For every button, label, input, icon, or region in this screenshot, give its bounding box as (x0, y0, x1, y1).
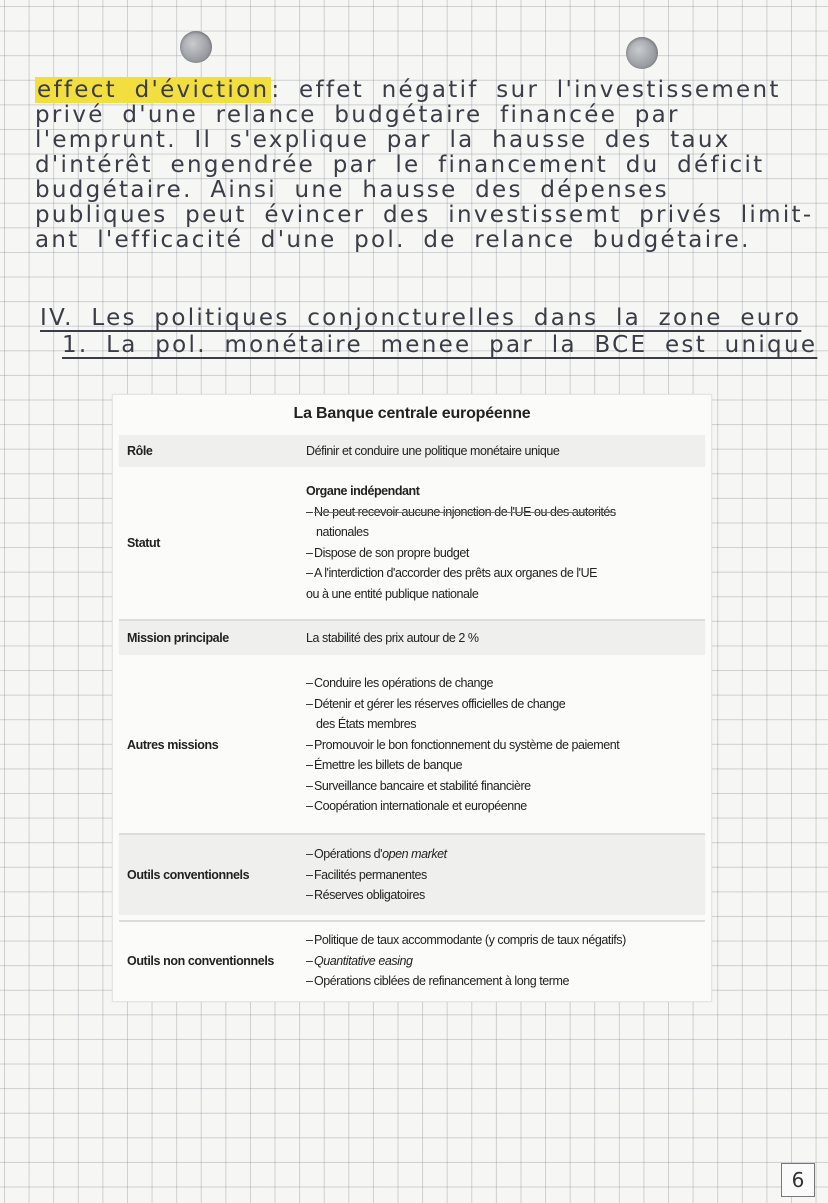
list-item: –Quantitative easing (306, 953, 413, 968)
term-effet-eviction: effect d'éviction (37, 77, 270, 103)
note-line-5: budgétaire. Ainsi une hausse des dépenses (35, 177, 669, 203)
row-content: La stabilité des prix autour de 2 % (306, 630, 479, 645)
list-item: –Émettre les billets de banque (306, 758, 463, 773)
row-content: Définir et conduire une politique monétaire unique (306, 443, 560, 458)
row-label: Outils non conventionnels (127, 954, 274, 968)
list-item-continued: des États membres (316, 717, 417, 732)
table-row-outils-conventionnels (119, 833, 705, 915)
list-item: –Conduire les opérations de change (306, 676, 494, 691)
row-label: Mission principale (127, 631, 229, 645)
binder-hole-left (180, 31, 212, 63)
row-content (304, 844, 705, 906)
list-item: –Détenir et gérer les réserves officielles de change (306, 696, 566, 711)
row-label: Outils conventionnels (127, 868, 250, 882)
bce-table (112, 394, 712, 1002)
binder-hole-right (626, 37, 658, 69)
section-heading: IV. Les politiques conjoncturelles dans la zone euro (40, 305, 802, 331)
list-item: –Opérations d'open market (306, 847, 447, 862)
subsection-heading: 1. La pol. monétaire menee par la BCE est unique (62, 332, 818, 358)
table-row-role (119, 435, 705, 467)
row-content (304, 481, 705, 604)
note-line-7: ant l'efficacité d'une pol. de relance budgétaire. (35, 227, 751, 253)
table-row-mission-principale (119, 619, 705, 655)
list-item-continued: ou à une entité publique nationale (306, 586, 479, 601)
page-number: 6 (781, 1163, 815, 1197)
note-line-3: l'emprunt. Il s'explique par la hausse des taux (35, 127, 731, 153)
row-content (304, 930, 705, 992)
list-item: –Coopération internationale et européenne (306, 799, 527, 814)
table-row-autres-missions (119, 665, 705, 825)
note-line-4: d'intérêt engendrée par le financement du déficit (35, 152, 765, 178)
list-item-continued: nationales (316, 525, 369, 539)
note-line-6: publiques peut évincer des investissemt privés limit- (35, 202, 814, 228)
table-row-outils-non-conventionnels (119, 920, 705, 1000)
table-row-statut (119, 475, 705, 610)
row-label: Statut (127, 535, 161, 550)
list-item: –Promouvoir le bon fonctionnement du système de paiement (306, 737, 620, 752)
note-line-1: effect d'éviction: effet négatif sur l'investissement (37, 77, 781, 103)
table-title: La Banque centrale européenne (293, 405, 531, 422)
list-item: –Réserves obligatoires (306, 888, 425, 903)
note-line-2: privé d'une relance budgétaire financée par (35, 102, 680, 128)
list-item: –Politique de taux accommodante (y compris de taux négatifs) (306, 933, 626, 948)
list-item: –Dispose de son propre budget (306, 545, 469, 560)
row-label: Rôle (127, 444, 153, 458)
statut-heading: Organe indépendant (306, 484, 420, 498)
list-item: –Surveillance bancaire et stabilité financière (306, 778, 531, 793)
list-item: –Facilités permanentes (306, 867, 427, 882)
list-item: –A l'interdiction d'accorder des prêts aux organes de l'UE (306, 566, 598, 580)
list-item: –Opérations ciblées de refinancement à long terme (306, 974, 569, 989)
row-content (304, 673, 705, 817)
list-item: –Ne peut recevoir aucune injonction de l'UE ou des autorités (306, 504, 616, 519)
row-label: Autres missions (127, 738, 219, 752)
